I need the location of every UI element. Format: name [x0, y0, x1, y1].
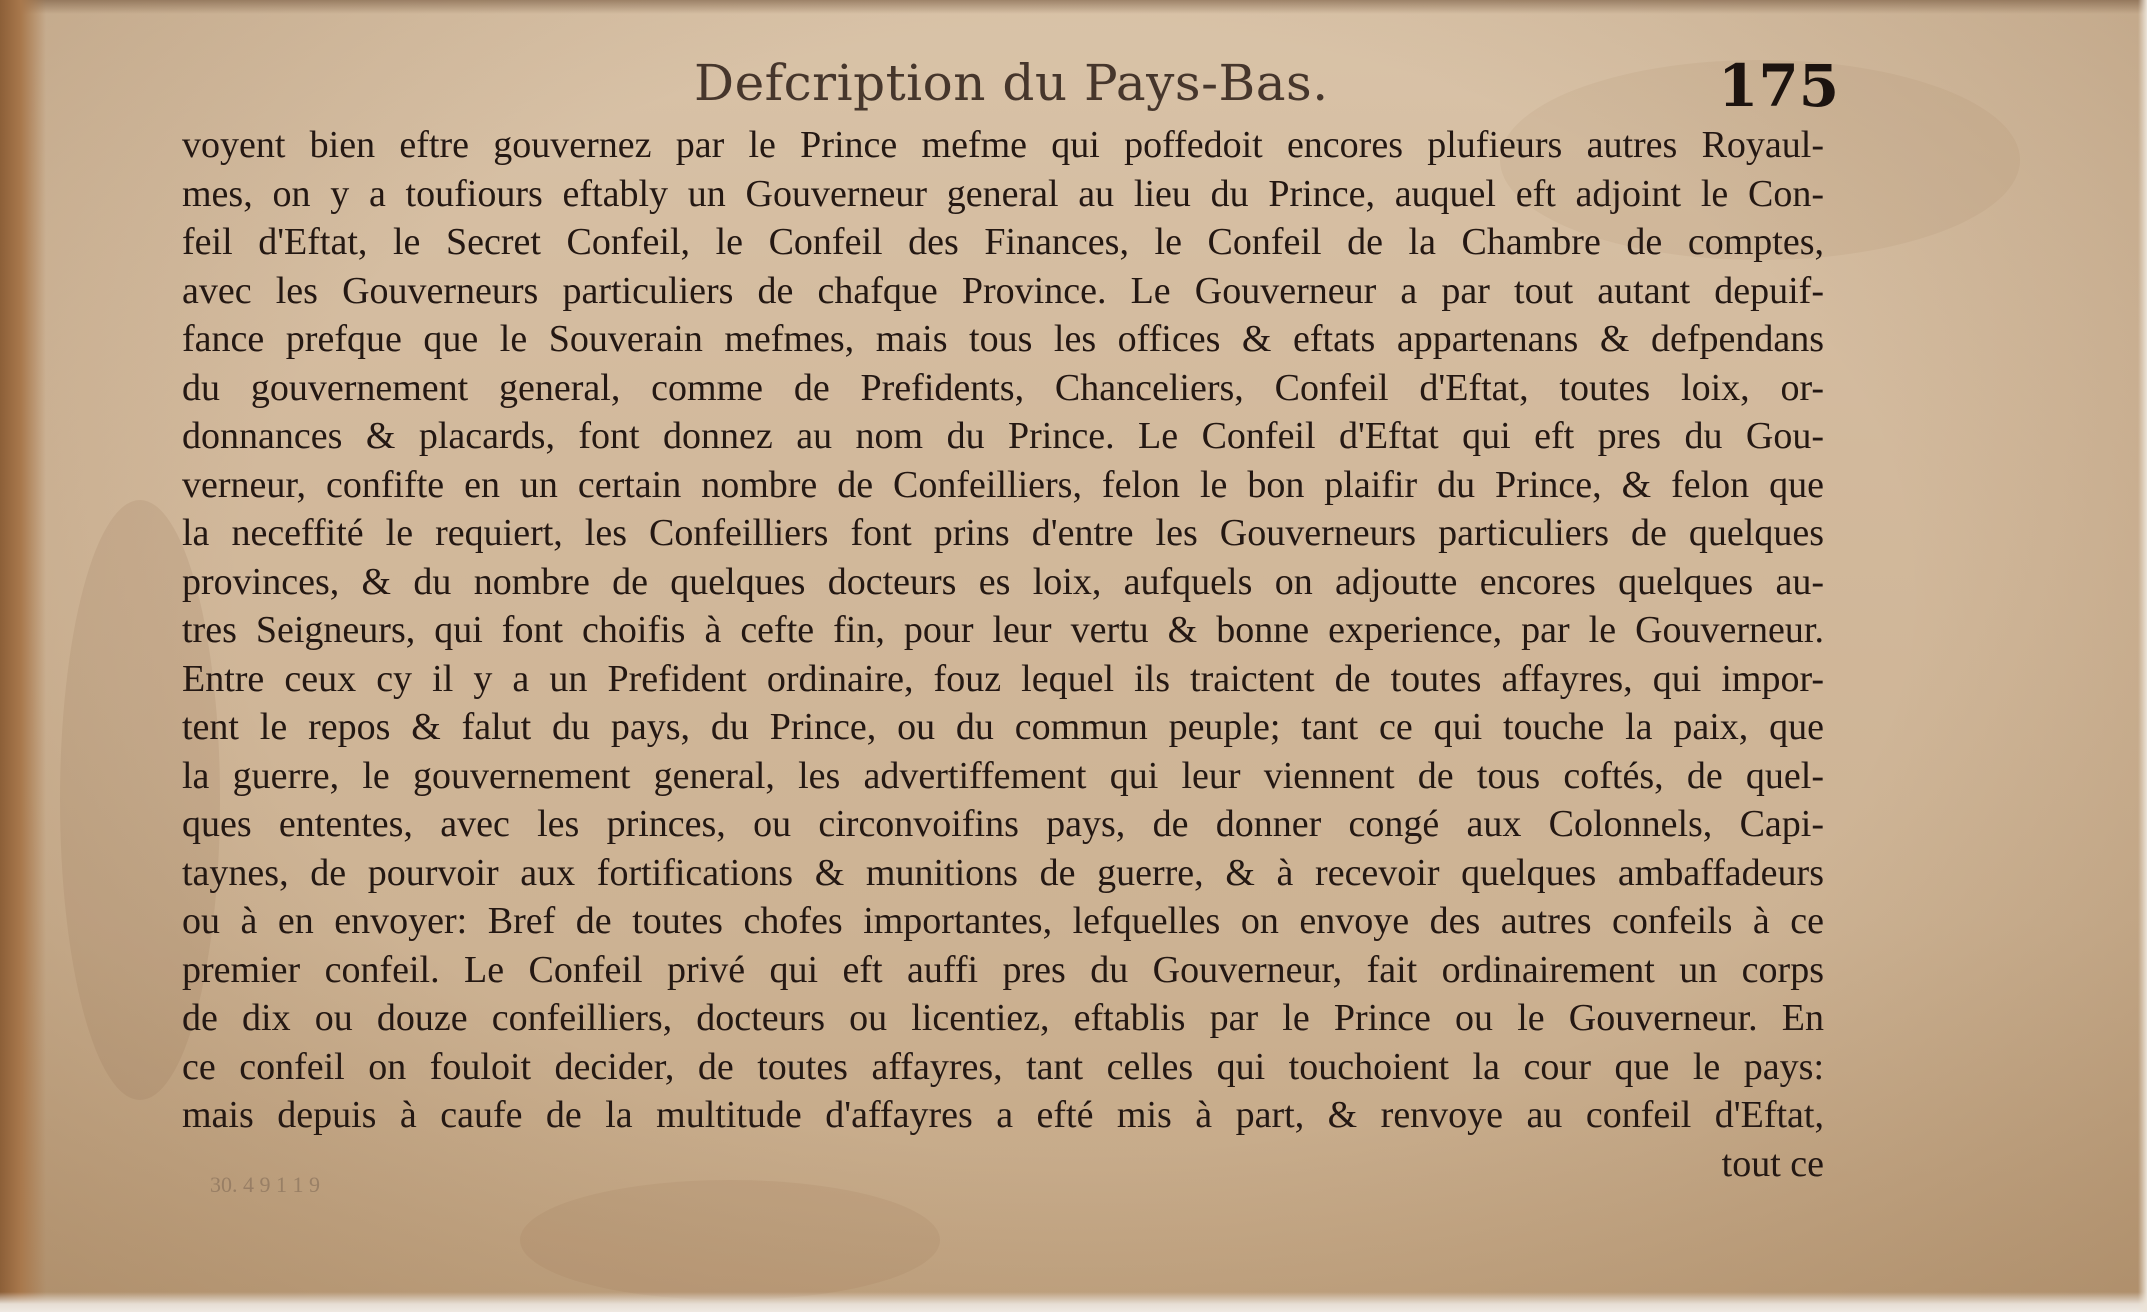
- page-binding-edge: [0, 0, 46, 1312]
- paper-stain: [520, 1180, 940, 1300]
- text-line: premier confeil. Le Confeil privé qui eft auffi pres du Gouverneur, fait ordinairement un corps: [182, 948, 1824, 991]
- text-line: de dix ou douze confeilliers, docteurs ou licentiez, eftablis par le Prince ou le Gouverneur. En: [182, 997, 1824, 1039]
- text-line: mes, on y a toufiours eftably un Gouverneur general au lieu du Prince, auquel eft adjoint le Con-: [182, 172, 1824, 215]
- text-line: du gouvernement general, comme de Prefidents, Chanceliers, Confeil d'Eftat, toutes loix, or-: [182, 366, 1824, 409]
- text-line: taynes, de pourvoir aux fortifications & munitions de guerre, & à recevoir quelques ambaffadeurs: [182, 851, 1824, 894]
- text-line: avec les Gouverneurs particuliers de chafque Province. Le Gouverneur a par tout autant depuif-: [182, 269, 1824, 312]
- text-line: la neceffité le requiert, les Confeilliers font prins d'entre les Gouverneurs particuliers de quelques: [182, 512, 1824, 554]
- text-line: mais depuis à caufe de la multitude d'affayres a efté mis à part, & renvoye au confeil d'Eftat,: [182, 1094, 1824, 1136]
- page-number: 175: [1718, 52, 1840, 120]
- text-line: fance prefque que le Souverain mefmes, mais tous les offices & eftats appartenans & defpendans: [182, 318, 1824, 360]
- text-line: verneur, confifte en un certain nombre de Confeilliers, felon le bon plaifir du Prince, & felon que: [182, 463, 1824, 506]
- text-line: ques ententes, avec les princes, ou circonvoifins pays, de donner congé aux Colonnels, Capi-: [182, 803, 1824, 845]
- text-line: provinces, & du nombre de quelques docteurs es loix, aufquels on adjoutte encores quelques au-: [182, 560, 1824, 603]
- text-line: ou à en envoyer: Bref de toutes chofes importantes, lefquelles on envoye des autres confeils à ce: [182, 900, 1824, 942]
- catchword: tout ce: [1721, 1142, 1824, 1185]
- text-line: tres Seigneurs, qui font choifis à cefte fin, pour leur vertu & bonne experience, par le Gouverneur.: [182, 609, 1824, 651]
- text-line: la guerre, le gouvernement general, les advertiffement qui leur viennent de tous coftés, de quel-: [182, 754, 1824, 797]
- text-line: voyent bien eftre gouvernez par le Prince mefme qui poffedoit encores plufieurs autres Royaul-: [182, 124, 1824, 166]
- margin-note: 30. 4 9 1 1 9: [210, 1172, 320, 1197]
- page-header: [0, 48, 2147, 120]
- running-title: Defcription du Pays-Bas.: [694, 54, 1329, 112]
- text-line: Entre ceux cy il y a un Prefident ordinaire, fouz lequel ils traictent de toutes affayres, qui impor-: [182, 657, 1824, 700]
- text-line: tent le repos & falut du pays, du Prince, ou du commun peuple; tant ce qui touche la paix, que: [182, 706, 1824, 748]
- scan-bottom-edge: [0, 1292, 2147, 1312]
- text-line: feil d'Eftat, le Secret Confeil, le Confeil des Finances, le Confeil de la Chambre de comptes,: [182, 221, 1824, 263]
- page-top-shadow: [0, 0, 2147, 14]
- text-line: donnances & placards, font donnez au nom du Prince. Le Confeil d'Eftat qui eft pres du Gou-: [182, 415, 1824, 457]
- text-line: ce confeil on fouloit decider, de toutes affayres, tant celles qui touchoient la cour que le pays:: [182, 1045, 1824, 1088]
- scan-right-edge: [2138, 0, 2147, 1312]
- body-text: [182, 121, 1824, 1188]
